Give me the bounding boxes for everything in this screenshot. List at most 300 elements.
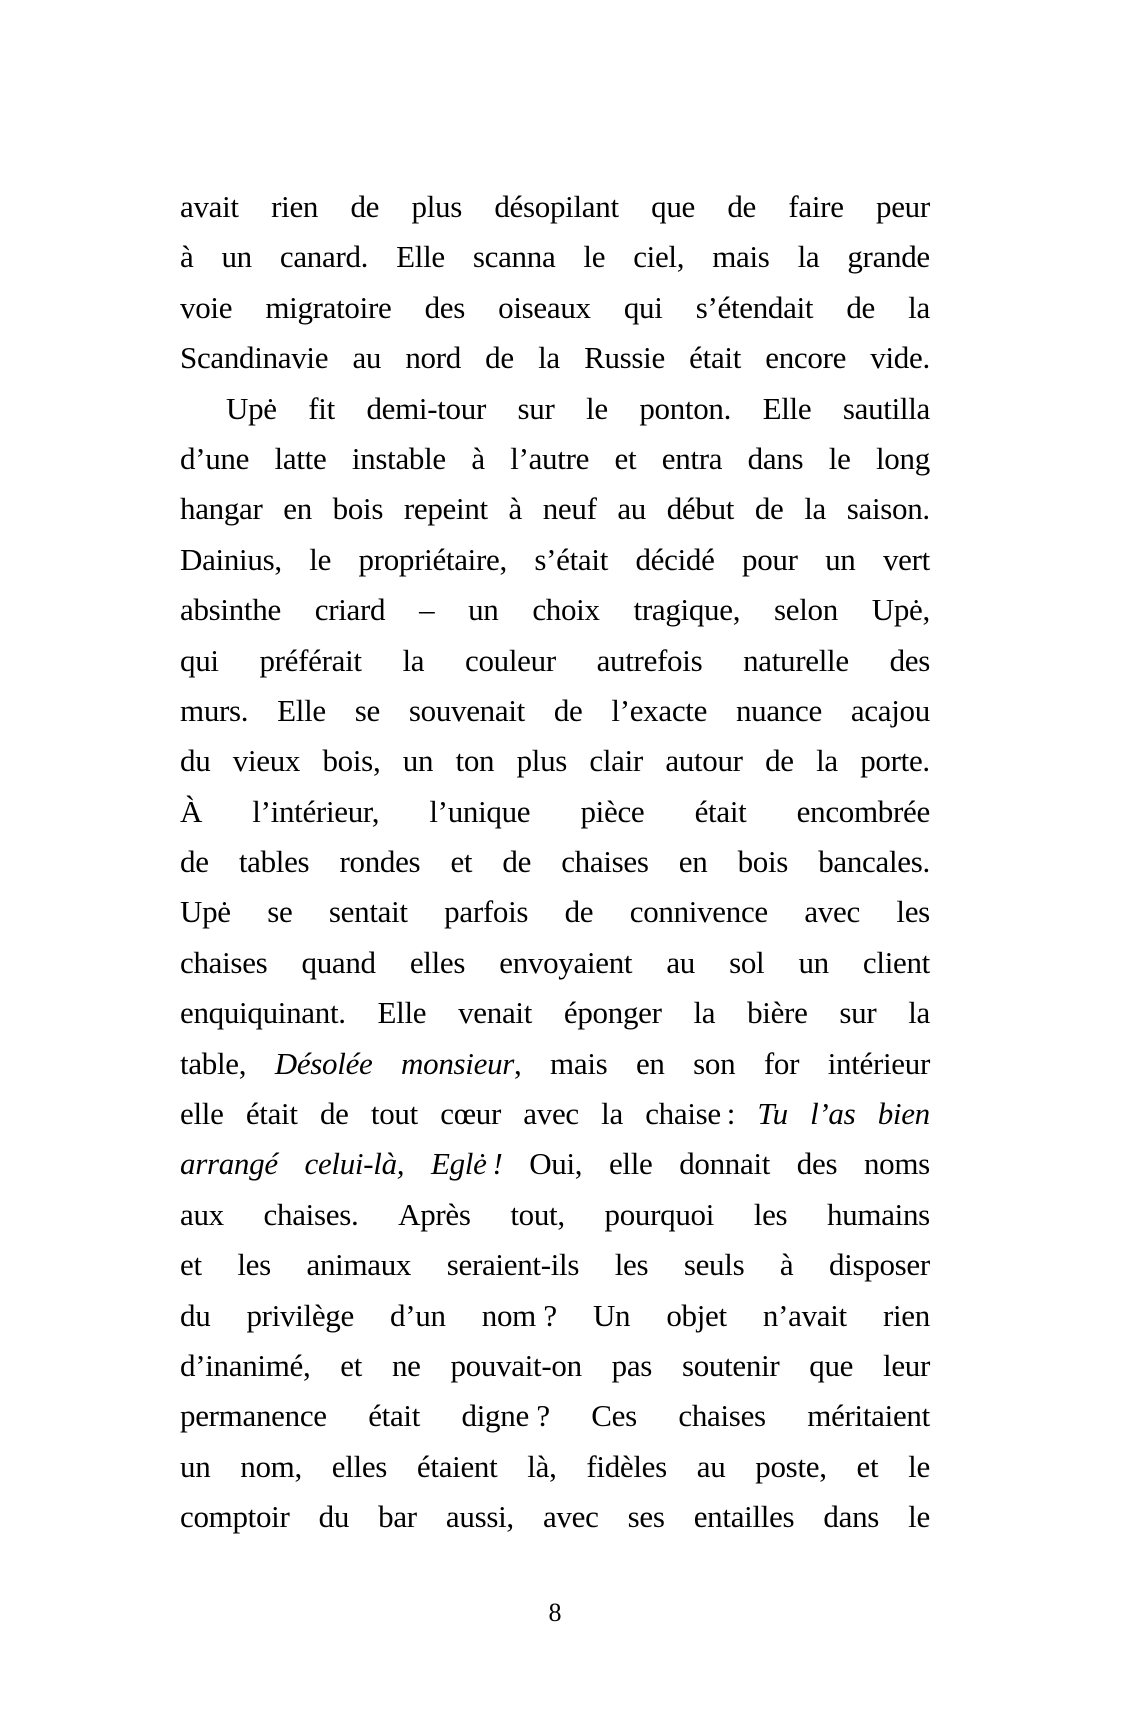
word [180, 787, 202, 837]
text: de [846, 289, 876, 325]
word [586, 1442, 667, 1492]
word [271, 182, 318, 232]
text: de [765, 743, 794, 779]
text: les [237, 1247, 271, 1283]
word [315, 585, 385, 635]
text: les [614, 1247, 649, 1283]
text: tragique, [633, 592, 741, 628]
word [440, 1089, 501, 1139]
text: À [180, 793, 203, 829]
text: couleur [464, 642, 556, 678]
word [561, 837, 648, 887]
text: parfois [444, 894, 529, 930]
text: neuf [542, 491, 597, 527]
word [876, 434, 930, 484]
word [538, 333, 560, 383]
text-line [180, 887, 930, 937]
word [456, 736, 495, 786]
text: naturelle [743, 642, 849, 678]
text: latte [274, 440, 327, 476]
word [883, 1341, 930, 1391]
text: connivence [629, 894, 768, 930]
text: ne [391, 1347, 421, 1383]
word [651, 182, 695, 232]
text: ciel, [633, 239, 685, 275]
text: un [221, 239, 252, 275]
word [890, 636, 930, 686]
text-line [180, 535, 930, 585]
word [748, 434, 804, 484]
text: ton [455, 743, 495, 779]
word [684, 1240, 745, 1290]
word [908, 988, 930, 1038]
text: comptoir [180, 1499, 290, 1535]
word [615, 1240, 649, 1290]
word [780, 1240, 793, 1290]
text-line [180, 1240, 930, 1290]
word [839, 988, 876, 1038]
word [564, 988, 662, 1038]
word [446, 1492, 514, 1542]
text: peur [876, 189, 930, 224]
word [818, 837, 930, 887]
word [747, 988, 807, 1038]
page-text-block [180, 182, 930, 1543]
text: selon [773, 592, 838, 628]
word [797, 1139, 837, 1189]
italic-text: Désolée [274, 1045, 373, 1081]
text: tables [238, 844, 310, 880]
text: ponton. [639, 390, 732, 426]
word [371, 1089, 418, 1139]
word [908, 1492, 930, 1542]
word [240, 1442, 302, 1492]
text: se [354, 692, 380, 728]
word [517, 736, 567, 786]
text: Russie [584, 340, 665, 376]
text: d’une [180, 440, 250, 476]
text: grande [847, 239, 930, 275]
word [863, 938, 930, 988]
word [396, 232, 445, 282]
word [425, 283, 465, 333]
text-line [180, 1291, 930, 1341]
text: que [651, 189, 695, 224]
text: Scandinavie [180, 340, 329, 376]
text: la [816, 743, 838, 779]
text: encore [765, 340, 847, 376]
text: de [319, 1096, 349, 1132]
word [283, 484, 312, 534]
italic-text: celui-là, [304, 1146, 405, 1182]
italic-text: l’as [810, 1096, 856, 1132]
word [180, 837, 209, 887]
text-line [180, 1391, 930, 1441]
text: se [267, 894, 293, 930]
text: noms [863, 1146, 930, 1182]
word [412, 182, 462, 232]
text: vieux [232, 743, 301, 779]
text: privilège [246, 1297, 354, 1333]
word [275, 1039, 373, 1089]
text: le [908, 1448, 930, 1484]
word [180, 585, 281, 635]
text: donnait [679, 1146, 771, 1182]
text: en [283, 491, 312, 527]
word [180, 686, 248, 736]
word [404, 484, 488, 534]
text: Upė [226, 390, 277, 426]
word [727, 182, 756, 232]
text: des [889, 642, 930, 678]
text: for [763, 1045, 800, 1081]
text: venait [458, 995, 533, 1031]
word [586, 384, 608, 434]
word [667, 484, 734, 534]
text: scanna [472, 239, 556, 275]
word [754, 1190, 788, 1240]
text: de [564, 894, 594, 930]
text: encombrée [796, 793, 930, 829]
text: migratoire [265, 289, 392, 325]
word [624, 283, 663, 333]
word [736, 686, 822, 736]
text: mais [550, 1045, 608, 1081]
word [509, 484, 522, 534]
text-line [180, 736, 930, 786]
word [543, 1492, 599, 1542]
text: l’exacte [611, 692, 708, 728]
word [636, 1039, 665, 1089]
word [597, 636, 703, 686]
word [763, 1291, 847, 1341]
text: Upė [180, 894, 231, 930]
text: canard. [279, 239, 369, 275]
text: et [340, 1347, 363, 1383]
text-line [180, 484, 930, 534]
text: pièce [580, 793, 645, 829]
word [527, 1442, 556, 1492]
word [804, 484, 826, 534]
text: la [908, 289, 930, 325]
text: avec [523, 1096, 579, 1132]
word [755, 1442, 826, 1492]
text: Upė, [871, 592, 930, 628]
text: faire [788, 189, 844, 224]
text: décidé [635, 541, 715, 577]
word [180, 887, 231, 937]
text: bancales. [818, 844, 930, 880]
text: murs. [180, 692, 249, 728]
word [180, 1341, 310, 1391]
text: aussi, [445, 1499, 514, 1535]
text: s’étendait [695, 289, 814, 325]
text: de [553, 692, 583, 728]
word [510, 1190, 564, 1240]
word [763, 384, 812, 434]
word [765, 736, 794, 786]
text: demi-tour [366, 390, 486, 426]
word [180, 182, 239, 232]
word [392, 1341, 421, 1391]
word [755, 484, 784, 534]
text: elles [409, 944, 466, 980]
word [908, 283, 930, 333]
text-line [180, 1089, 930, 1139]
text: animaux [306, 1247, 412, 1283]
word [180, 333, 328, 383]
word [275, 434, 327, 484]
word [829, 1240, 930, 1290]
word [471, 434, 484, 484]
text: instable [351, 440, 446, 476]
text: disposer [828, 1247, 930, 1283]
text: de [350, 189, 380, 224]
word [757, 1089, 787, 1139]
word [378, 1492, 417, 1542]
word [518, 384, 555, 434]
word [857, 1442, 879, 1492]
text: des [424, 289, 465, 325]
word [843, 384, 930, 434]
word [277, 686, 326, 736]
word [827, 1190, 930, 1240]
word [612, 1341, 652, 1391]
text: Après [398, 1196, 471, 1232]
word [532, 585, 599, 635]
text: que [809, 1347, 854, 1383]
word [252, 787, 379, 837]
text: criard [314, 592, 386, 628]
word [628, 1492, 665, 1542]
text: là, [527, 1448, 557, 1484]
word [765, 333, 846, 383]
text: qui [180, 642, 219, 678]
text: , [514, 1045, 522, 1081]
text: d’un [390, 1297, 446, 1333]
word [847, 232, 930, 282]
text: elle [608, 1146, 653, 1182]
text: la [402, 642, 425, 678]
word [419, 585, 434, 635]
word [847, 484, 930, 534]
text: la [908, 995, 930, 1031]
word [584, 333, 665, 383]
word [774, 585, 838, 635]
word [180, 938, 267, 988]
text: digne ? [461, 1398, 550, 1434]
text: bois [737, 844, 789, 880]
text-line [180, 1039, 930, 1089]
word [864, 1139, 930, 1189]
italic-text: monsieur [401, 1045, 515, 1081]
text: éponger [563, 995, 662, 1031]
word [450, 1341, 581, 1391]
text: bois [332, 491, 384, 527]
word [851, 686, 930, 736]
word [872, 585, 930, 635]
word [583, 232, 605, 282]
text: fit [308, 390, 335, 426]
text: un [180, 1448, 211, 1484]
word [267, 887, 292, 937]
word [319, 1492, 349, 1542]
word [305, 1139, 405, 1189]
text: Elle [396, 239, 445, 275]
text: choix [532, 592, 600, 628]
word [550, 1039, 607, 1089]
text: rien [882, 1297, 930, 1333]
text: fidèles [586, 1448, 667, 1484]
word [233, 736, 300, 786]
text: acajou [850, 692, 930, 728]
text: de [485, 340, 514, 376]
text: au [617, 491, 647, 527]
text: et [614, 440, 637, 476]
text: enquiquinant. [180, 995, 346, 1031]
word [390, 1291, 446, 1341]
word [678, 1391, 765, 1441]
word [339, 837, 420, 887]
italic-text: Tu [757, 1096, 788, 1132]
text: de [754, 491, 784, 527]
word [410, 938, 465, 988]
text: sur [839, 995, 877, 1031]
text-line [180, 1341, 930, 1391]
word [355, 686, 380, 736]
text: en [678, 844, 708, 880]
text: tout, [510, 1196, 565, 1232]
word [180, 1391, 327, 1441]
text: clair [589, 743, 643, 779]
italic-text: arrangé [180, 1146, 278, 1182]
word [180, 535, 282, 585]
word [743, 636, 849, 686]
word [810, 1089, 855, 1139]
text: tout [370, 1096, 418, 1132]
page-number: 8 [548, 1598, 562, 1627]
word [797, 787, 930, 837]
word [306, 1240, 411, 1290]
text: un [798, 944, 829, 980]
word [180, 232, 193, 282]
word [883, 535, 930, 585]
word [534, 535, 608, 585]
text-line [180, 333, 930, 383]
text: les [896, 894, 930, 930]
text: à [180, 239, 194, 275]
word [350, 182, 379, 232]
text: Ces [591, 1398, 637, 1434]
text: plus [411, 189, 462, 224]
text: Elle [277, 692, 326, 728]
text: du [180, 743, 211, 779]
text-line [180, 182, 930, 232]
text: voie [180, 289, 233, 325]
text: le [583, 239, 606, 275]
text: envoyaient [499, 944, 633, 980]
word [876, 182, 930, 232]
word [320, 1089, 349, 1139]
word [829, 434, 851, 484]
word [180, 283, 232, 333]
text: avait [180, 189, 239, 224]
text: avec [542, 1499, 599, 1535]
word [693, 988, 715, 1038]
text-line [180, 787, 930, 837]
word [764, 1039, 799, 1089]
word [738, 837, 788, 887]
text: dans [823, 1499, 880, 1535]
text: intérieur [827, 1045, 930, 1081]
word [180, 1240, 202, 1290]
word [543, 484, 597, 534]
text: table, [180, 1045, 247, 1081]
word [366, 384, 486, 434]
word [462, 1391, 550, 1441]
word [180, 1089, 224, 1139]
word [502, 837, 531, 887]
word [883, 1291, 930, 1341]
word [689, 333, 741, 383]
word [499, 938, 632, 988]
text: au [352, 340, 382, 376]
text: bière [747, 995, 808, 1031]
word [468, 585, 498, 635]
word [697, 1442, 726, 1492]
text: la [601, 1096, 623, 1132]
text: pour [742, 541, 798, 577]
word [280, 232, 368, 282]
text: au [666, 944, 695, 980]
word [302, 938, 376, 988]
text: plus [516, 743, 568, 779]
text: Elle [762, 390, 812, 426]
text: humains [826, 1196, 930, 1232]
word [401, 1039, 521, 1089]
text: autour [665, 743, 743, 779]
text: s’était [534, 541, 609, 577]
word [828, 1039, 930, 1089]
text: Oui, [529, 1146, 583, 1182]
word [352, 333, 381, 383]
word [589, 736, 643, 786]
word [264, 1190, 359, 1240]
word [846, 283, 875, 333]
text-line [180, 686, 930, 736]
word [860, 736, 930, 786]
text: sur [517, 390, 555, 426]
text: était [689, 340, 742, 376]
text: propriétaire, [358, 541, 507, 577]
text: à [508, 491, 523, 527]
text: vert [882, 541, 930, 577]
text: en [635, 1045, 665, 1081]
text: à [779, 1247, 794, 1283]
word [485, 333, 514, 383]
text: les [753, 1196, 788, 1232]
text-line [180, 636, 930, 686]
text: sol [729, 944, 765, 980]
text: chaise : [645, 1096, 736, 1132]
word [908, 1442, 930, 1492]
text: souvenait [408, 692, 525, 728]
text: nord [405, 340, 461, 376]
text: pas [611, 1347, 653, 1383]
word [554, 686, 583, 736]
word [398, 1190, 471, 1240]
italic-text: bien [877, 1096, 930, 1132]
